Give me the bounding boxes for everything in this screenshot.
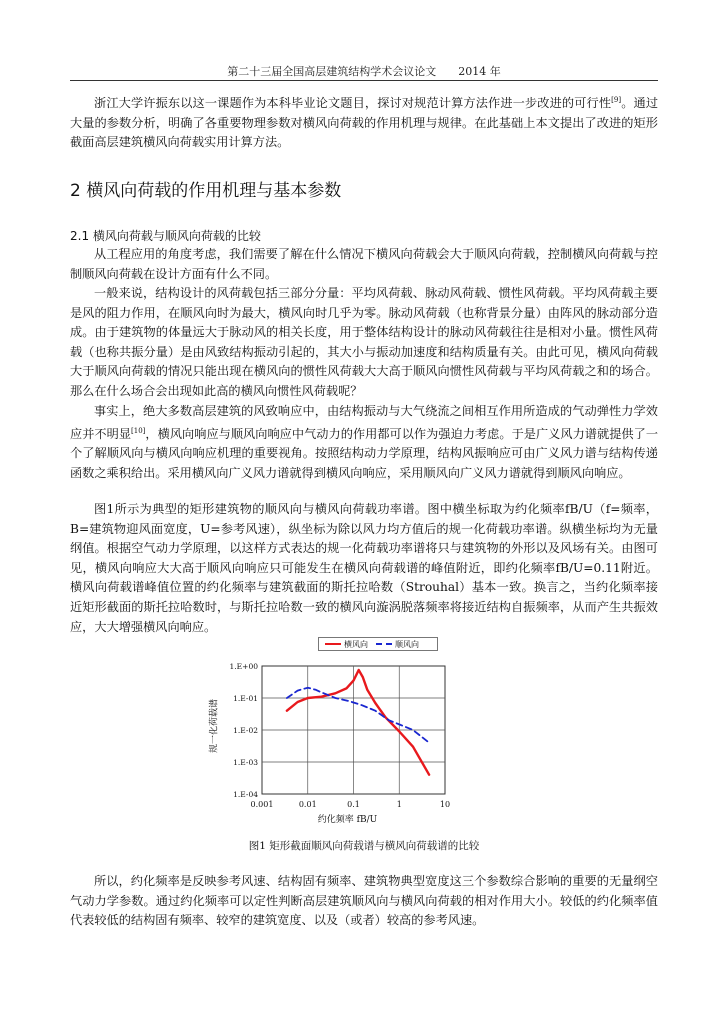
figure-caption: 图1 矩形截面顺风向荷载谱与横风向荷载谱的比较 bbox=[248, 840, 480, 852]
paragraph-3: 一般来说，结构设计的风荷载包括三部分分量：平均风荷载、脉动风荷载、惯性风荷载。平均风荷载主要是风的阻力作用，在顺风向时为最大，横风向时几乎为零。脉动风荷载（也称背景分量）由阵风的脉动部分造成。由于建筑物的体量远大于脉动风的相关长度，用于整体结构设计的脉动风荷载往往是相对小量。惯性风荷载（也称共振分量）是由风致结构振动引起的，其大小与振动加速度和结构质量有关。由此可见，横风向荷载大于顺风向荷载的情况只能出现在横风向的惯性风荷载大大高于顺风向惯性风荷载与平均风荷载之和的场合。那么在什么场合会出现如此高的横风向惯性风荷载呢？ bbox=[70, 286, 658, 398]
x-tick-label: 1 bbox=[396, 800, 402, 809]
intro-text-end: 。通过大量的参数分析，明确了各重要物理参数对横风向荷载的作用机理与规律。在此基础上本文提出了改进的矩形截面高层建筑横风向荷载实用计算方法。 bbox=[70, 96, 659, 150]
x-tick-label: 10 bbox=[439, 800, 451, 809]
header-year: 2014 年 bbox=[458, 65, 501, 78]
subsection-title: 2.1 横风向荷载与顺风向荷载的比较 bbox=[70, 229, 261, 243]
intro-text: 浙江大学许振东以这一课题作为本科毕业论文题目，探讨对规范计算方法作进一步改进的可行性 bbox=[94, 96, 612, 111]
header-title: 第二十三届全国高层建筑结构学术会议论文 bbox=[227, 65, 437, 78]
y-tick-label: 1.E-02 bbox=[233, 726, 258, 735]
legend-label-crosswind: 横风向 bbox=[344, 639, 368, 649]
x-tick-label: 0.1 bbox=[347, 800, 360, 809]
citation-9: [9] bbox=[611, 96, 622, 104]
paragraph-5: 图1所示为典型的矩形建筑物的顺风向与横风向荷载功率谱。图中横坐标取为约化频率fB/U（f=频率，B=建筑物迎风面宽度，U=参考风速），纵坐标为除以风力均方值后的规一化荷载功率谱。纵横坐标均为无量纲值。根据空气动力学原理，以这样方式表达的规一化荷载功率谱将只与建筑物的外形以及风场有关。由图可见，横风向响应大大高于顺风向响应只可能发生在横风向荷载谱的峰值附近，即约化频率fB/U=0.11附近。横风向荷载谱峰值位置的约化频率与建筑截面的斯托拉哈数（Strouhal）基本一致。换言之，当约化频率接近矩形截面的斯托拉哈数时，与斯托拉哈数一致的横风向漩涡脱落频率将接近结构自振频率，从而产生共振效应，大大增强横风向响应。 bbox=[70, 502, 658, 634]
section-title: 2 横风向荷载的作用机理与基本参数 bbox=[70, 181, 342, 201]
legend-label-alongwind: 顺风向 bbox=[395, 639, 419, 649]
y-tick-label: 1.E-04 bbox=[233, 790, 258, 799]
y-axis-label: 规一化荷载谱 bbox=[209, 698, 220, 754]
p4-text-end: ，横风向响应与顺风向响应中气动力的作用都可以作为强迫力考虑。于是广义风力谱就提供了一个了解顺风向与横风向响应机理的重要视角。按照结构动力学原理，结构风振响应可由广义风力谱与结构传递函数之乘积给出。采用横风向广义风力谱就得到横风向响应，采用顺风向广义风力谱就得到顺风向响应。 bbox=[70, 426, 659, 480]
intro-paragraph bbox=[70, 91, 658, 153]
x-tick-label: 0.01 bbox=[298, 800, 317, 809]
y-tick-label: 1.E-01 bbox=[233, 694, 258, 703]
paragraph-4 bbox=[70, 402, 658, 483]
running-header bbox=[70, 63, 658, 79]
x-tick-label: 0.001 bbox=[250, 800, 274, 809]
paragraph-6: 所以，约化频率是反映参考风速、结构固有频率、建筑物典型宽度这三个参数综合影响的重要的无量纲空气动力学参数。通过约化频率可以定性判断高层建筑顺风向与横风向荷载的相对作用大小。较低的约化频率值代表较低的结构固有频率、较窄的建筑宽度、以及（或者）较高的参考风速。 bbox=[70, 874, 658, 928]
p4-text: 事实上，绝大多数高层建筑的风致响应中，由结构振动与大气绕流之间相互作用所造成的气动弹性力学效应并不明显 bbox=[70, 404, 658, 441]
header-rule bbox=[70, 80, 658, 81]
spectrum-chart bbox=[200, 636, 530, 826]
paragraph-2: 从工程应用的角度考虑，我们需要了解在什么情况下横风向荷载会大于顺风向荷载，控制横风向荷载与控制顺风向荷载在设计方面有什么不同。 bbox=[70, 247, 658, 281]
x-axis-label: 约化频率 fB/U bbox=[317, 815, 378, 825]
figure-1 bbox=[200, 636, 530, 826]
citation-10: [10] bbox=[131, 426, 146, 435]
y-tick-label: 1.E+00 bbox=[229, 662, 258, 671]
y-tick-label: 1.E-03 bbox=[233, 758, 258, 767]
